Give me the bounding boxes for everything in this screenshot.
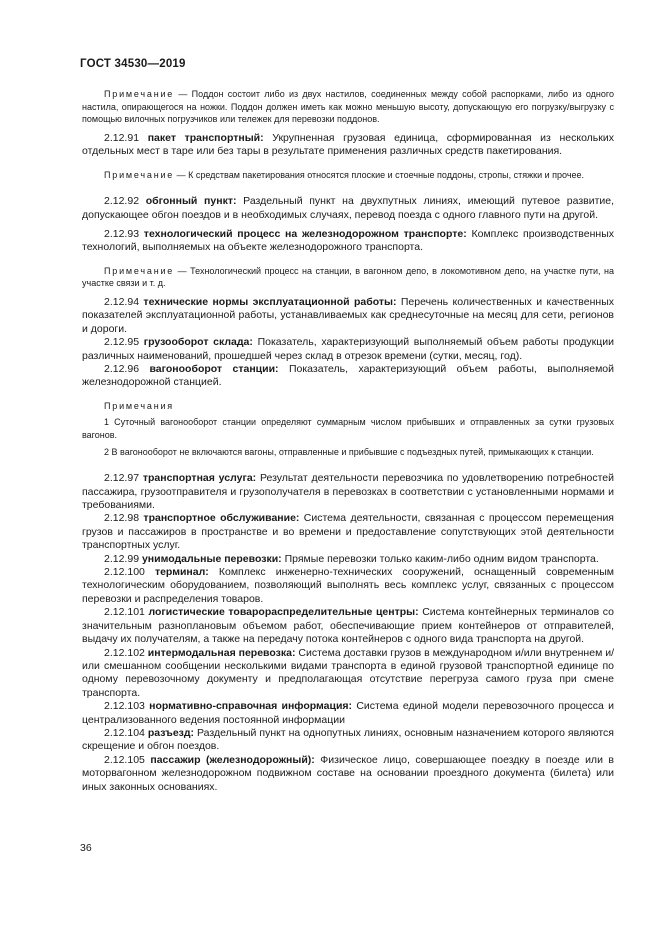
term-2-12-99: 2.12.99 унимодальные перевозки: Прямые перевозки только каким-либо одним видом транспорта. — [104, 552, 599, 565]
term-2-12-103: 2.12.103 нормативно-справочная информация: Система единой модели перевозочного процесса и централизованного ведения постоянной информации — [82, 700, 614, 726]
term-definition: Система доставки грузов в международном и/или внутреннем и/или смешанном сообщении несколькими видами транспорта в единой грузовой транспортной единице по одному перевозочному документу и предполагающая отсутствие перегруза самого груза при смене транспорта. — [82, 646, 614, 699]
term-2-12-94: 2.12.94 технические нормы эксплуатационной работы: Перечень количественных и качественных показателей эксплуатационной работы, устанавливаемых как среднесуточные на месяц для сети, регионов и дороги. — [82, 296, 614, 335]
document-body — [82, 88, 614, 794]
term-definition: Физическое лицо, совершающее поездку в поезде или в моторвагонном железнодорожном подвижном составе на основании проездного документа (билета) или иных законных основаниях. — [82, 753, 614, 793]
notes-label: Примечания — [104, 400, 174, 411]
term-definition: Система контейнерных терминалов со значительным разноплановым объемом работ, обеспечивающие прием контейнеров от отправителей, выдачу их получателям, а также на передачу потока контейнеров с одного вида транспорта на другой. — [82, 606, 614, 646]
note-tech-process: Примечание — Технологический процесс на станции, в вагонном депо, в локомотивном депо, на участке пути, на участке связи и т. д. — [82, 265, 614, 289]
term-title: разъезд: — [147, 726, 195, 739]
term-definition: Результат деятельности перевозчика по удовлетворению потребностей пассажира, грузоотправителя и грузополучателя в перевозках в соответствии с установленными нормами и требованиями. — [82, 472, 615, 512]
term-definition: Система деятельности, связанная с процессом перемещения грузов и пассажиров в пространстве и во времени и предоставление сопутствующих этой деятельности транспортных услуг. — [82, 512, 614, 552]
term-title: логистические товарораспределительные центры: — [148, 606, 419, 619]
term-title: вагонооборот станции: — [149, 363, 279, 376]
page-number: 36 — [80, 842, 92, 854]
term-title: нормативно-справочная информация: — [149, 700, 353, 713]
term-title: терминал: — [154, 566, 209, 579]
note-text: Технологический процесс на станции, в вагонном депо, в локомотивном депо, на участке пути, на участке связи и т. д. — [82, 265, 614, 289]
term-2-12-95: 2.12.95 грузооборот склада: Показатель, характеризующий выполняемый объем работы продукции различных наименований, прошедшей через склад в отрезок времени (сутки, месяц, год). — [82, 336, 614, 362]
term-2-12-93: 2.12.93 технологический процесс на железнодорожном транспорте: Комплекс производственных технологий, выполняемых на объекте железнодорожного транспорта. — [82, 228, 615, 254]
term-definition: Раздельный пункт на двухпутных линиях, имеющий путевое развитие, допускающее обгон поездов и в необходимых случаях, перевод поезда с одного главного пути на другой. — [82, 195, 615, 221]
term-title: транспортная услуга: — [142, 472, 257, 485]
term-2-12-100: 2.12.100 терминал: Комплекс инженерно-технических сооружений, оснащенный современным технологическим оборудованием, позволяющий выполнять весь комплекс услуг, связанных с процессом перевозки и распределения товаров. — [82, 566, 614, 605]
term-title: транспортное обслуживание: — [143, 512, 300, 525]
term-definition: Укрупненная грузовая единица, сформированная из нескольких отдельных мест в таре или без тары в результате применения различных средств пакетирования. — [82, 131, 614, 158]
term-title: унимодальные перевозки: — [141, 552, 282, 565]
note-item-2: 2 В вагонооборот не включаются вагоны, отправленные и прибывшие с подъездных путей, примыкающих к станции. — [104, 446, 594, 457]
notes-wagon-turnover — [82, 400, 614, 458]
note-label: Примечание — [104, 169, 175, 180]
term-title: обгонный пункт: — [145, 195, 237, 208]
term-2-12-92: 2.12.92 обгонный пункт: Раздельный пункт на двухпутных линиях, имеющий путевое развитие, допускающее обгон поездов и в необходимых случаях, перевод поезда с одного главного пути на другой. — [82, 195, 615, 221]
term-title: технические нормы эксплуатационной работы: — [143, 296, 397, 308]
term-title: грузооборот склада: — [143, 336, 253, 349]
note-label: Примечание — [104, 265, 175, 276]
note-text: Поддон состоит либо из двух настилов, соединенных между собой распорками, либо из одного настила, опирающегося на ножки. Поддон должен иметь как можно меньшую высоту, допускающую его погрузку/выгрузку с помощью вилочных погрузчиков или тележек для перевозки поддонов. — [82, 89, 614, 125]
term-definition: Раздельный пункт на однопутных линиях, основным назначением которого являются скрещение и обгон поездов. — [82, 726, 614, 753]
term-2-12-102: 2.12.102 интермодальная перевозка: Система доставки грузов в международном и/или внутреннем и/или смешанном сообщении несколькими видами транспорта в единой грузовой транспортной единице по одному перевозочному документу и предполагающая отсутствие перегруза самого груза при смене транспорта. — [82, 646, 614, 699]
note-text: К средствам пакетирования относятся плоские и стоечные поддоны, стропы, стяжки и прочее. — [188, 169, 585, 180]
term-definition: Показатель, характеризующий выполняемый объем работы продукции различных наименований, прошедшей через склад в отрезок времени (сутки, месяц, год). — [82, 336, 614, 362]
term-title: пассажир (железнодорожный): — [150, 753, 315, 766]
term-2-12-98: 2.12.98 транспортное обслуживание: Система деятельности, связанная с процессом перемещения грузов и пассажиров в пространстве и во времени и предоставление сопутствующих этой деятельности транспортных услуг. — [82, 512, 614, 552]
term-2-12-101: 2.12.101 логистические товарораспределительные центры: Система контейнерных терминалов со значительным разноплановым объемом работ, обеспечивающие прием контейнеров от отправителей, выдачу их получателям, а также на передачу потока контейнеров с одного вида транспорта на другой. — [82, 606, 614, 646]
term-definition: Показатель, характеризующий объем работы, выполняемой железнодорожной станцией. — [82, 363, 615, 389]
note-pallet: Примечание — Поддон состоит либо из двух настилов, соединенных между собой распорками, либо из одного настила, опирающегося на ножки. Поддон должен иметь как можно меньшую высоту, допускающую его погрузку/выгрузку с помощью вилочных погрузчиков или тележек для перевозки поддонов. — [82, 89, 614, 125]
term-definition: Прямые перевозки только каким-либо одним видом транспорта. — [284, 552, 599, 565]
term-definition: Комплекс производственных технологий, выполняемых на объекте железнодорожного транспорта. — [82, 228, 615, 254]
term-title: технологический процесс на железнодорожном транспорте: — [143, 228, 467, 240]
term-2-12-91: 2.12.91 пакет транспортный: Укрупненная грузовая единица, сформированная из нескольких отдельных мест в таре или без тары в результате применения различных средств пакетирования. — [82, 131, 614, 158]
note-packaging: Примечание — К средствам пакетирования относятся плоские и стоечные поддоны, стропы, стяжки и прочее. — [104, 169, 585, 180]
note-item-1: 1 Суточный вагонооборот станции определяют суммарным числом прибывших и отправленных за сутки грузовых вагонов. — [82, 417, 614, 441]
term-2-12-104: 2.12.104 разъезд: Раздельный пункт на однопутных линиях, основным назначением которого являются скрещение и обгон поездов. — [82, 726, 614, 753]
term-title: интермодальная перевозка: — [147, 646, 296, 659]
term-2-12-97: 2.12.97 транспортная услуга: Результат деятельности перевозчика по удовлетворению потребностей пассажира, грузоотправителя и грузополучателя в перевозках в соответствии с установленными нормами и требованиями. — [82, 472, 615, 512]
note-label: Примечание — [104, 89, 175, 99]
term-definition: Перечень количественных и качественных показателей эксплуатационной работы, устанавливаемых как среднесуточные на месяц для сети, регионов и дороги. — [82, 296, 614, 335]
term-definition: Комплекс инженерно-технических сооружений, оснащенный современным технологическим оборудованием, позволяющий выполнять весь комплекс услуг, связанных с процессом перевозки и распределения товаров. — [82, 566, 614, 605]
term-2-12-96: 2.12.96 вагонооборот станции: Показатель, характеризующий объем работы, выполняемой железнодорожной станцией. — [82, 363, 615, 389]
term-definition: Система единой модели перевозочного процесса и централизованного ведения постоянной информации — [82, 700, 614, 726]
term-2-12-105: 2.12.105 пассажир (железнодорожный): Физическое лицо, совершающее поездку в поезде или в моторвагонном железнодорожном подвижном составе на основании проездного документа (билета) или иных законных основаниях. — [82, 753, 614, 793]
document-header: ГОСТ 34530—2019 — [80, 58, 186, 70]
term-title: пакет транспортный: — [147, 131, 264, 144]
